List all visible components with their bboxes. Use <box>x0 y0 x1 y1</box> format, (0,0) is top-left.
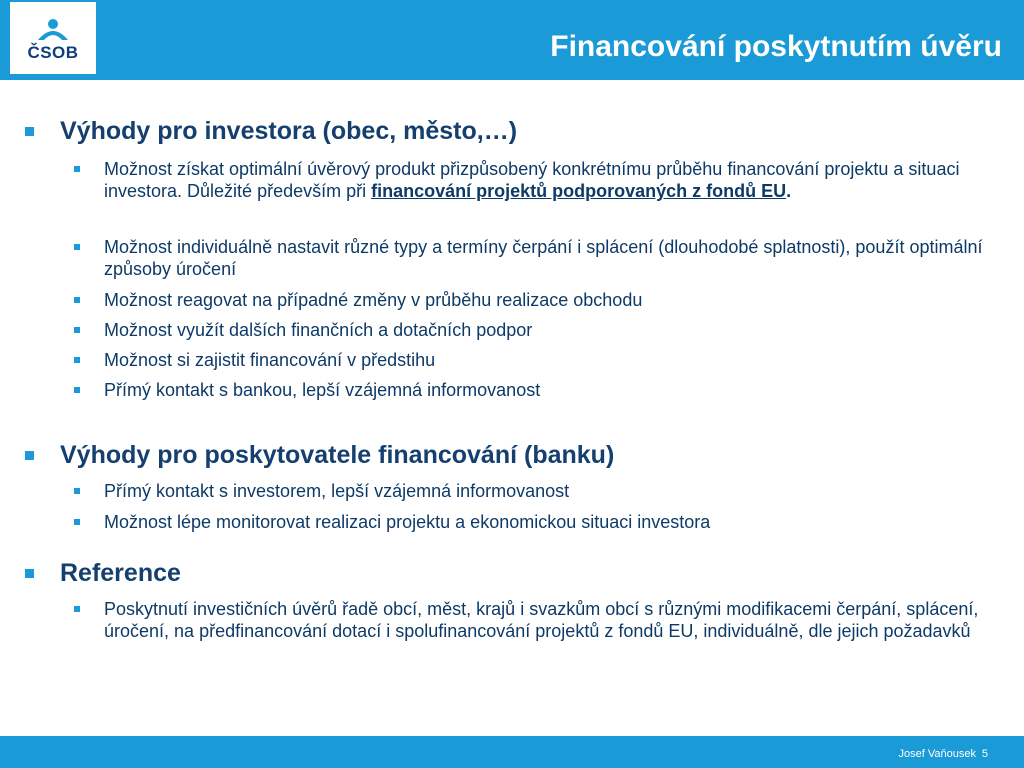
section-heading-bank: Výhody pro poskytovatele financování (banku) <box>60 441 615 469</box>
section-heading-reference: Reference <box>60 559 181 587</box>
item-bullet-icon <box>74 357 80 363</box>
item-bullet-icon <box>74 606 80 612</box>
csob-logo-icon <box>32 18 74 42</box>
footer-author: Josef Vaňousek <box>898 748 976 760</box>
list-item: Přímý kontakt s investorem, lepší vzájemná informovanost <box>104 481 570 501</box>
section-bullet-icon <box>25 127 34 136</box>
logo-text: ČSOB <box>27 43 79 62</box>
slide-header <box>0 0 1024 80</box>
list-item: Možnost individuálně nastavit různé typy a termíny čerpání i splácení (dlouhodobé splatnosti), použít optimální způsoby úročení <box>104 237 983 279</box>
item-bullet-icon <box>74 387 80 393</box>
list-item: Možnost reagovat na případné změny v průběhu realizace obchodu <box>104 290 643 310</box>
list-item: Možnost si zajistit financování v předstihu <box>104 350 436 370</box>
section-heading-investor: Výhody pro investora (obec, město,…) <box>60 117 518 145</box>
page-number: 5 <box>981 748 988 760</box>
item-bullet-icon <box>74 166 80 172</box>
eu-funds-link[interactable]: financování projektů podporovaných z fondů EU <box>371 181 787 201</box>
section-bullet-icon <box>25 451 34 460</box>
item-bullet-icon <box>74 244 80 250</box>
item-bullet-icon <box>74 327 80 333</box>
item-bullet-icon <box>74 488 80 494</box>
list-item: Možnost lépe monitorovat realizaci projektu a ekonomickou situaci investora <box>104 512 711 532</box>
section-bullet-icon <box>25 569 34 578</box>
csob-logo <box>10 2 96 74</box>
slide-footer <box>0 736 1024 768</box>
list-item: Poskytnutí investičních úvěrů řadě obcí, měst, krajů i svazkům obcí s různými modifikacemi čerpání, splácení, úročení, na předfinancování dotací i spolufinancování projektů z fondů EU, individuálně, dle jejich požadavků <box>104 599 979 641</box>
list-item: Přímý kontakt s bankou, lepší vzájemná informovanost <box>104 380 541 400</box>
item-bullet-icon <box>74 297 80 303</box>
item-bullet-icon <box>74 519 80 525</box>
slide-title: Financování poskytnutím úvěru <box>550 30 1002 63</box>
list-item: Možnost získat optimální úvěrový produkt přizpůsobený konkrétnímu průběhu financování projektu a situaci investora. Důležité především při financování projektů podporovaných z fondů EU. <box>104 159 960 201</box>
list-item: Možnost využít dalších finančních a dotačních podpor <box>104 320 533 340</box>
